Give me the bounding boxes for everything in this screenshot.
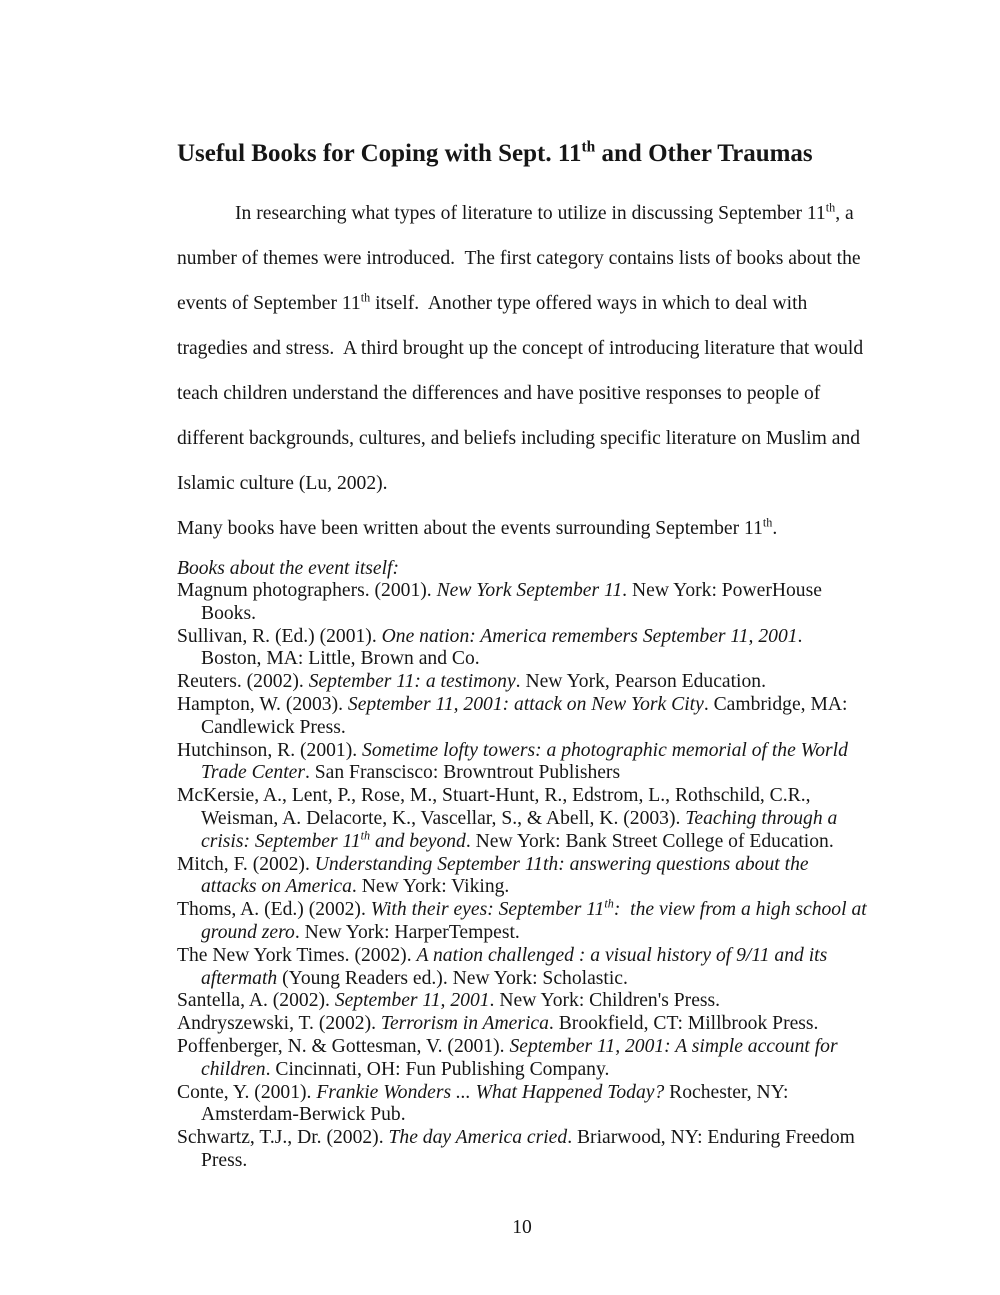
text-segment: Terrorism in America [380,1013,549,1035]
text-segment: Frankie Wonders ... What Happened Today? [316,1081,665,1103]
text-segment: Santella, A. (2002). [177,990,335,1012]
superscript-text: th [762,515,773,530]
reference-entry [177,1082,867,1128]
text-segment: A nation challenged : a visual history of 9/11 and its aftermath [201,944,833,989]
text-segment: Sullivan, R. (Ed.) (2001). [177,625,382,647]
text-segment: Conte, Y. (2001). [177,1081,317,1103]
text-segment: September 11, 2001: attack on New York City [347,693,704,715]
text-segment: . Briarwood, NY: Enduring Freedom Press. [201,1127,860,1171]
text-segment: Teaching through a crisis: September 11 [201,807,843,852]
text-segment: . New York, Pearson Education. [515,671,766,693]
text-segment: . Brookfield, CT: Millbrook Press. [548,1013,819,1035]
text-segment: New York September 11 [436,580,623,601]
text-segment: Schwartz, T.J., Dr. (2002). [177,1127,389,1149]
reference-entry [177,945,867,991]
page-number: 10 [512,1216,532,1238]
reference-entry [177,785,867,853]
reference-entry [177,1127,867,1173]
paragraph-intro [177,191,867,506]
reference-entry [177,740,867,786]
text-segment: September 11, 2001: A simple account for children [201,1035,843,1080]
text-segment: . San Franscisco: Browntrout Publishers [304,762,621,784]
superscript-text: th [825,200,836,215]
text-segment: Magnum photographers. (2001). [177,580,437,601]
reference-entry [177,896,872,945]
text-segment: Sometime lofty towers: a photographic memorial of the World Trade Center [201,739,853,784]
text-segment: Hampton, W. (2003). [177,693,348,715]
text-segment: The New York Times. (2002). [177,944,417,966]
reference-entry [177,671,867,694]
superscript-text: th [604,896,614,911]
document-content [177,0,872,1239]
reference-entry [177,580,867,626]
text-segment: , a number of themes were introduced. The first category contains lists of books about the events of September 11 [177,203,866,314]
text-segment: . New York: Viking. [351,876,510,898]
text-segment: Hutchinson, R. (2001). [177,739,363,761]
text-segment: Mitch, F. (2002). [177,853,315,875]
document-title [177,138,867,170]
text-segment: September 11, 2001 [334,990,490,1012]
superscript-text: th [360,828,371,843]
text-segment: Many books have been written about the events surrounding September 11 [177,518,763,539]
text-segment: One nation: America remembers September 11, 2001 [381,625,798,647]
text-segment: Understanding September 11th: answering questions about the attacks on America [201,853,814,898]
text-segment: September 11: a testimony [308,671,516,693]
reference-entry [177,990,867,1013]
text-segment: In researching what types of literature to utilize in discussing September 11 [235,203,826,224]
paragraph-many-books [177,506,867,551]
reference-entry [177,854,867,900]
text-segment: . New York: Children's Press. [489,990,721,1012]
text-segment: Poffenberger, N. & Gottesman, V. (2001). [177,1035,510,1057]
text-segment: Andryszewski, T. (2002). [177,1013,381,1035]
text-segment: . New York: PowerHouse Books. [201,580,827,624]
text-segment: itself. Another type offered ways in which to deal with tragedies and stress. A third brought up the concept of introducing literature that would teach children understand the differences and have positive responses to people of different backgrounds, cultures, and beliefs including specific literature on Muslim and Islamic culture (Lu, 2002). [177,293,869,494]
text-segment: . Boston, MA: Little, Brown and Co. [201,625,808,670]
text-segment: McKersie, A., Lent, P., Rose, M., Stuart-Hunt, R., Edstrom, L., Rothschild, C.R., Weisman, A. Delacorte, K., Vascellar, S., & Abell, K. (2003). [177,785,816,829]
text-segment: . New York: Bank Street College of Education. [465,830,834,852]
text-segment: Thoms, A. (Ed.) (2002). [177,899,371,921]
reference-entry [177,1036,867,1082]
text-segment: : the view from a high school at ground zero [201,899,872,943]
text-segment: . Cincinnati, OH: Fun Publishing Company. [265,1058,610,1080]
text-segment: Reuters. (2002). [177,671,309,693]
reference-entry [177,694,867,740]
text-segment: (Young Readers ed.). New York: Scholastic. [277,967,628,989]
text-segment: Useful Books for Coping with Sept. 11 [177,140,582,167]
text-segment: . [772,518,778,539]
text-segment: and beyond [370,830,466,852]
reference-entry [177,626,867,672]
text-segment: The day America cried [388,1127,568,1149]
text-segment: . Cambridge, MA: Candlewick Press. [201,693,853,738]
text-segment: Rochester, NY: Amsterdam-Berwick Pub. [201,1081,793,1126]
text-segment: and Other Traumas [595,140,813,167]
reference-entry [177,1013,867,1036]
superscript-text: th [581,138,596,156]
text-segment: With their eyes: September 11 [370,899,605,921]
section-heading: Books about the event itself: [177,558,399,579]
superscript-text: th [360,290,371,305]
text-segment: . New York: HarperTempest. [294,921,520,943]
reference-list [177,580,872,1173]
